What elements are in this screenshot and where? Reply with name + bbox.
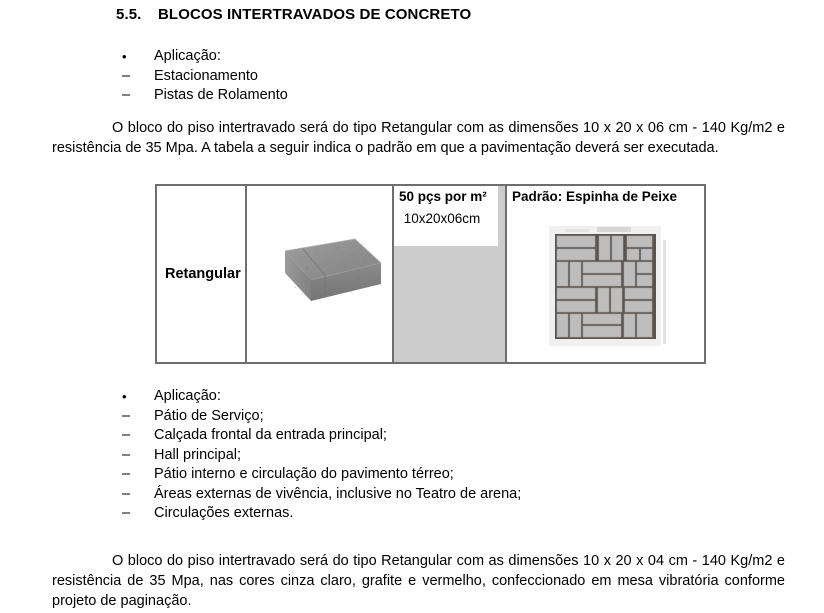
section-number: 5.5.	[116, 6, 142, 23]
quantity-whitebox	[394, 186, 498, 246]
table-cell-quantity	[394, 186, 507, 362]
quantity-per-sqm-label: 50 pçs por m²	[399, 189, 487, 204]
list-item	[116, 446, 521, 466]
list-item	[116, 67, 288, 87]
pattern-edge-artifact	[663, 240, 666, 344]
pattern-diagram	[549, 226, 674, 354]
list-item	[116, 47, 288, 67]
dash-marker-icon: –	[122, 466, 131, 482]
list-item-label: Pátio interno e circulação do pavimento térreo;	[154, 466, 454, 482]
dash-marker-icon: –	[122, 485, 131, 502]
table-cell-shape	[157, 186, 247, 362]
list-item-label: Circulações externas.	[154, 505, 294, 521]
list-item-label: Aplicação:	[154, 48, 221, 64]
paragraph-second: O bloco do piso intertravado será do tipo Retangular com as dimensões 10 x 20 x 04 cm - 140 Kg/m2 e resistência de 35 Mpa, nas cores cinza claro, grafite e vermelho, confeccionado em mesa vibratória conforme projeto de paginação.	[52, 553, 785, 609]
list-item-label: Estacionamento	[154, 67, 258, 84]
list-item	[116, 86, 288, 106]
block-dimensions-label: 10x20x06cm	[403, 211, 481, 226]
dash-marker-icon: –	[122, 505, 131, 521]
pattern-artifact-top-secondary	[565, 229, 589, 232]
list-item	[116, 426, 521, 446]
list-item-label: Pátio de Serviço;	[154, 407, 264, 424]
paver-block-photo-icon	[255, 237, 385, 311]
application-list-bottom	[116, 387, 521, 524]
paver-pattern-svg	[555, 234, 656, 339]
paver-spec-table	[155, 184, 706, 364]
list-item-label: Áreas externas de vivência, inclusive no Teatro de arena;	[154, 485, 522, 502]
dash-marker-icon: –	[122, 446, 131, 463]
list-item	[116, 387, 521, 407]
list-item	[116, 465, 521, 485]
shape-name-label: Retangular	[165, 266, 241, 282]
list-item-label: Calçada frontal da entrada principal;	[154, 427, 387, 443]
table-cell-pattern	[507, 186, 704, 362]
list-item-label: Pistas de Rolamento	[154, 87, 288, 103]
list-item-label: Aplicação:	[154, 388, 221, 404]
dash-marker-icon: –	[122, 407, 131, 424]
dash-marker-icon: –	[122, 67, 131, 84]
list-item	[116, 407, 521, 427]
section-title: BLOCOS INTERTRAVADOS DE CONCRETO	[158, 6, 472, 23]
dash-marker-icon: –	[122, 427, 131, 443]
bullet-marker-icon: •	[122, 389, 127, 404]
pattern-title-label: Padrão: Espinha de Peixe	[512, 189, 678, 204]
pattern-artifact-top	[597, 227, 631, 232]
dash-marker-icon: –	[122, 87, 131, 103]
section-heading	[116, 6, 471, 23]
bullet-marker-icon: •	[122, 49, 127, 64]
table-cell-photo	[247, 186, 394, 362]
list-item	[116, 504, 521, 524]
paragraph-first: O bloco do piso intertravado será do tipo Retangular com as dimensões 10 x 20 x 06 cm - 140 Kg/m2 e resistência de 35 Mpa. A tabela a seguir indica o padrão em que a pavimentação deverá ser executada.	[52, 120, 785, 156]
application-list-top	[116, 47, 288, 106]
list-item-label: Hall principal;	[154, 446, 242, 463]
list-item	[116, 485, 521, 505]
